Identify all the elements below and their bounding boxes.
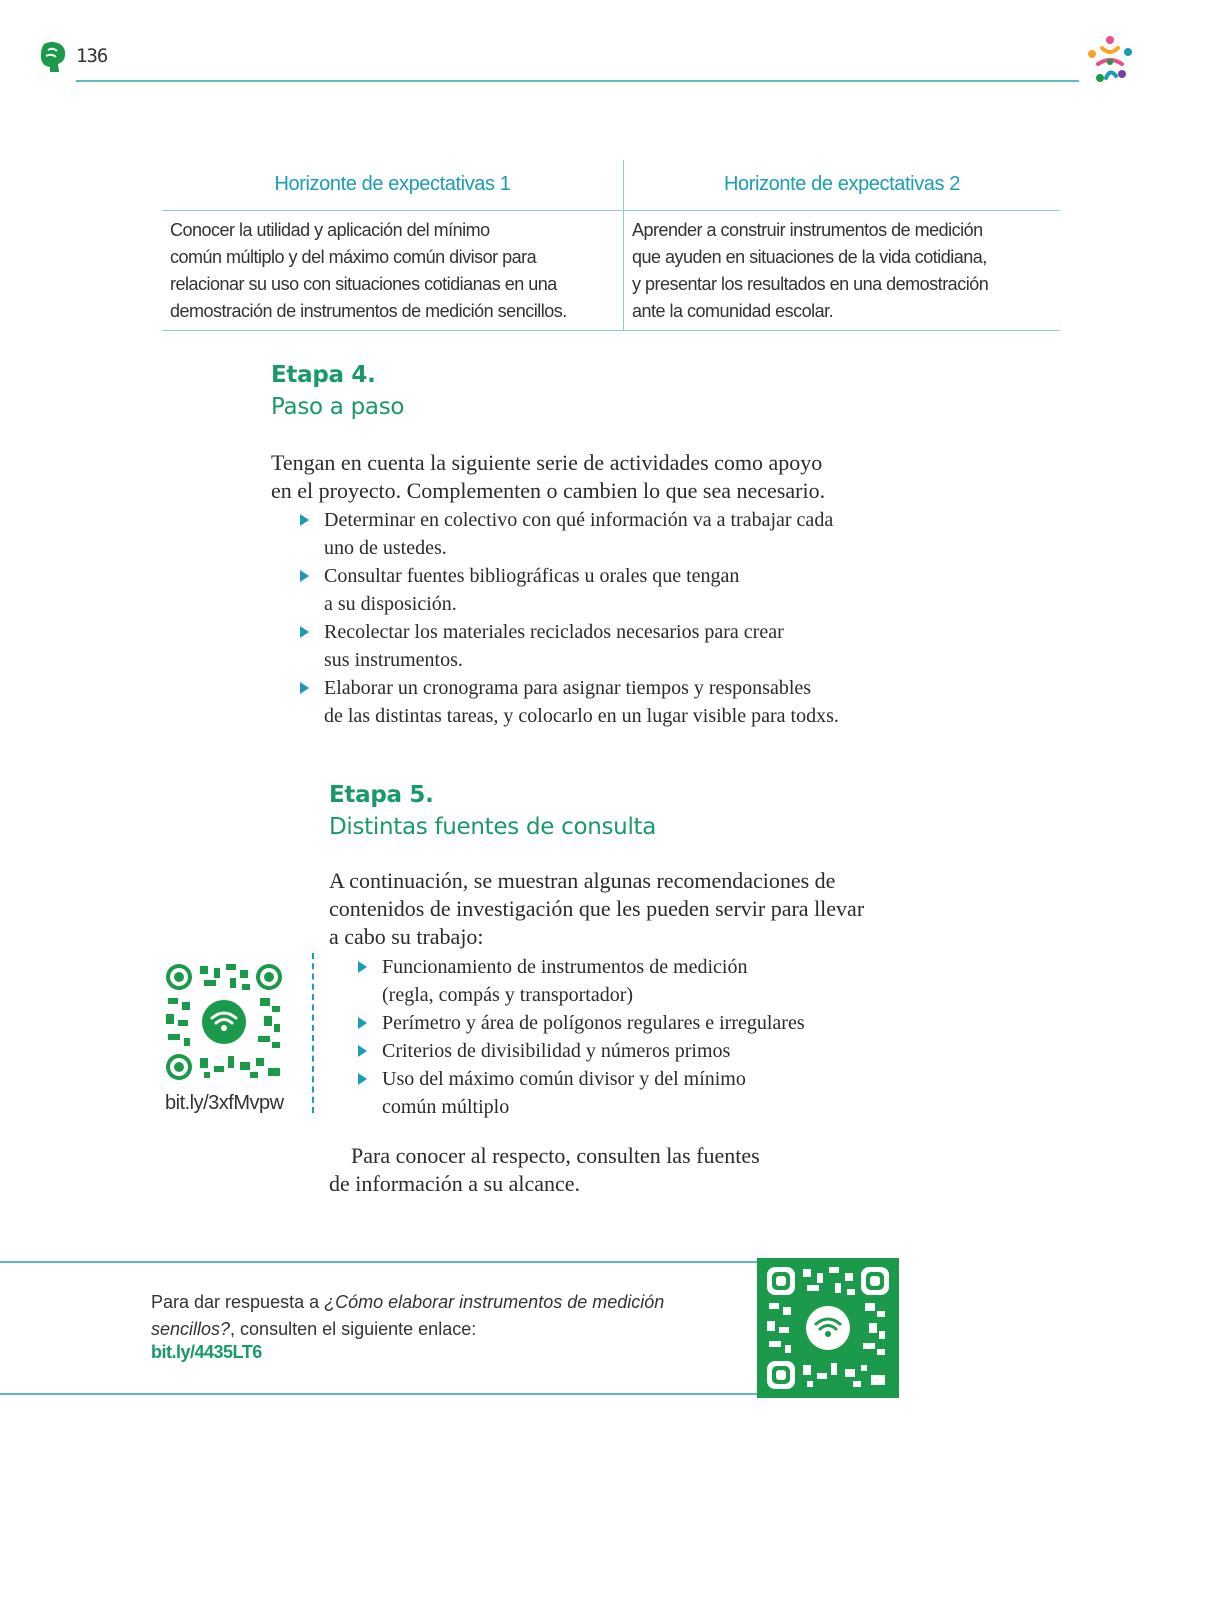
- stage5-bullet-list: [356, 953, 876, 1121]
- expectations-table: [162, 160, 1060, 331]
- footer-text: Para dar respuesta a ¿Cómo elaborar instrumentos de medición sencillos?, consulten el siguiente enlace:: [151, 1292, 665, 1339]
- list-item: Consultar fuentes bibliográficas u orales que tengan a su disposición.: [298, 562, 898, 618]
- table-bottom-border: [162, 330, 1060, 331]
- stage5-intro-line: contenidos de investigación que les pueden servir para llevar: [329, 896, 865, 921]
- footer-qr-box[interactable]: [757, 1258, 899, 1398]
- colorful-people-emblem-icon: [1082, 34, 1138, 86]
- stage4-bullet-list: [298, 506, 898, 730]
- triangle-bullet-icon: [300, 514, 309, 526]
- table-cell-line: ante la comunidad escolar.: [632, 301, 834, 321]
- table-cell-line: común múltiplo y del máximo común divisor para: [170, 247, 537, 267]
- stage5-closing-line: de información a su alcance.: [329, 1171, 581, 1196]
- stage5-closing-line: Para conocer al respecto, consulten las fuentes: [351, 1143, 760, 1168]
- list-item: Perímetro y área de polígonos regulares e irregulares: [356, 1009, 876, 1037]
- stage4-subtitle: Paso a paso: [271, 394, 405, 420]
- triangle-bullet-icon: [358, 1073, 367, 1085]
- table-cell-line: y presentar los resultados en una demostración: [632, 274, 989, 294]
- table-cell-1: [170, 217, 616, 325]
- table-cell-line: Conocer la utilidad y aplicación del mínimo: [170, 220, 490, 240]
- table-cell-line: demostración de instrumentos de medición sencillos.: [170, 301, 567, 321]
- stage4-intro: [271, 449, 911, 505]
- list-item: Recolectar los materiales reciclados necesarios para crear sus instrumentos.: [298, 618, 898, 674]
- stage4-intro-line: en el proyecto. Complementen o cambien lo que sea necesario.: [271, 478, 826, 503]
- table-header-divider: [162, 210, 1060, 211]
- triangle-bullet-icon: [358, 1045, 367, 1057]
- footer-rule-bottom: [0, 1393, 757, 1395]
- table-cell-line: Aprender a construir instrumentos de medición: [632, 220, 983, 240]
- dashed-divider: [312, 953, 314, 1113]
- table-cell-line: relacionar su uso con situaciones cotidianas en una: [170, 274, 557, 294]
- stage5-subtitle: Distintas fuentes de consulta: [329, 814, 657, 840]
- stage5-closing: [329, 1142, 849, 1198]
- stage5-intro: [329, 867, 949, 951]
- stage5-intro-line: a cabo su trabajo:: [329, 924, 484, 949]
- qr-code-icon[interactable]: [765, 1265, 891, 1391]
- stage4-title: Etapa 4.: [271, 362, 376, 388]
- list-item: Determinar en colectivo con qué información va a trabajar cada uno de ustedes.: [298, 506, 898, 562]
- triangle-bullet-icon: [358, 1017, 367, 1029]
- footer-link[interactable]: bit.ly/4435LT6: [151, 1342, 262, 1362]
- page-number: 136: [76, 45, 108, 67]
- triangle-bullet-icon: [300, 626, 309, 638]
- triangle-bullet-icon: [358, 961, 367, 973]
- list-item: Criterios de divisibilidad y números primos: [356, 1037, 876, 1065]
- stage5-intro-line: A continuación, se muestran algunas recomendaciones de: [329, 868, 836, 893]
- qr-code-icon[interactable]: [164, 962, 284, 1082]
- table-cell-line: que ayuden en situaciones de la vida cotidiana,: [632, 247, 987, 267]
- triangle-bullet-icon: [300, 682, 309, 694]
- stage5-title: Etapa 5.: [329, 782, 434, 808]
- footer-rule-top: [0, 1261, 757, 1263]
- header-rule: [76, 80, 1079, 82]
- table-header-2: Horizonte de expectativas 2: [723, 173, 960, 195]
- list-item: Uso del máximo común divisor y del mínimo común múltiplo: [356, 1065, 876, 1121]
- list-item: Elaborar un cronograma para asignar tiempos y responsables de las distintas tareas, y colocarlo en un lugar visible para todxs.: [298, 674, 898, 730]
- green-leaf-head-icon: [38, 40, 68, 74]
- list-item: Funcionamiento de instrumentos de medición (regla, compás y transportador): [356, 953, 876, 1009]
- table-header-1: Horizonte de expectativas 1: [274, 173, 511, 195]
- triangle-bullet-icon: [300, 570, 309, 582]
- table-cell-2: [632, 217, 1052, 325]
- stage4-intro-line: Tengan en cuenta la siguiente serie de actividades como apoyo: [271, 450, 823, 475]
- qr-link[interactable]: bit.ly/3xfMvpw: [165, 1092, 284, 1114]
